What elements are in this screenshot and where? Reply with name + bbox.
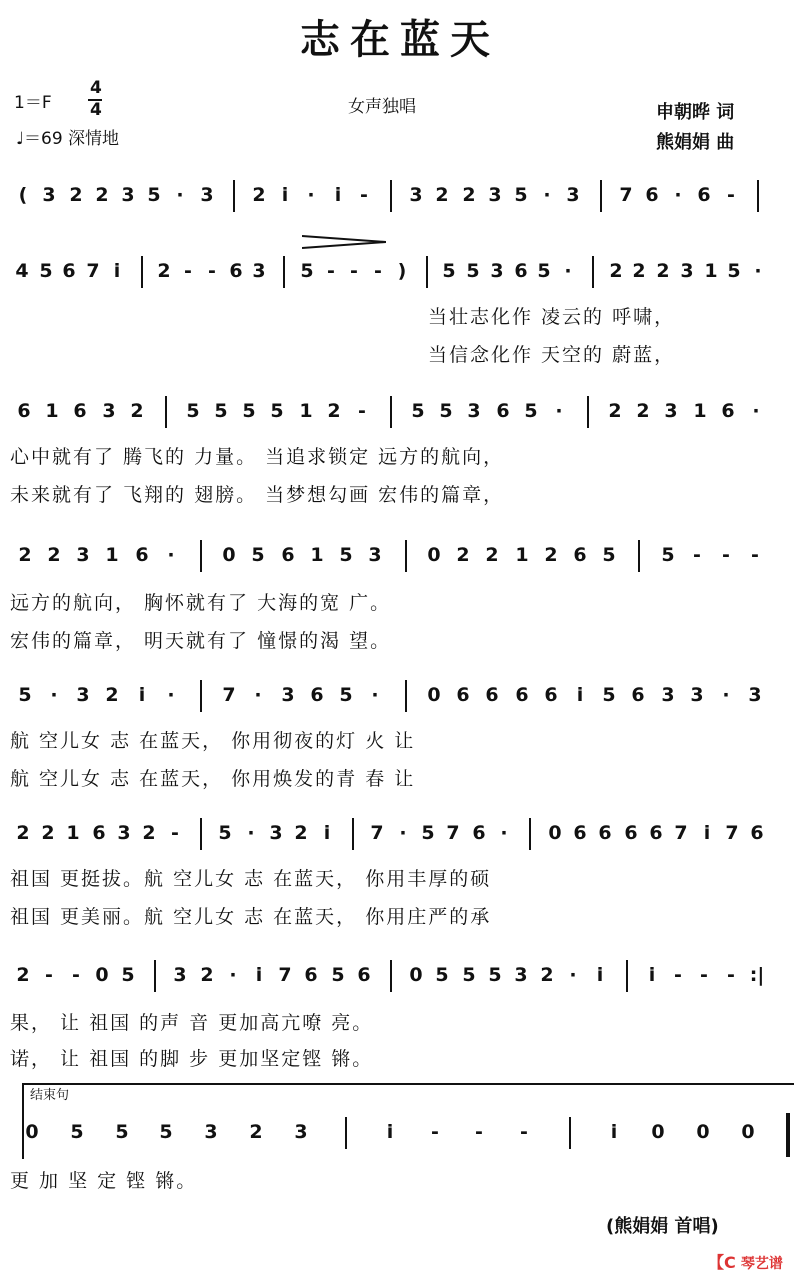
lyricist-credit: 申朝晔 词	[656, 102, 735, 123]
note: ·	[176, 184, 184, 206]
note: i	[596, 964, 604, 986]
note: 5	[186, 400, 200, 422]
singer-credit: (熊娟娟 首唱)	[606, 1216, 719, 1237]
barline	[600, 180, 602, 212]
note: -	[751, 544, 759, 566]
note: 2	[95, 184, 109, 206]
note: 5	[537, 260, 551, 282]
note: ·	[752, 400, 760, 422]
note: 2	[609, 260, 623, 282]
note: -	[431, 1121, 439, 1143]
note: 1	[693, 400, 707, 422]
lyric-row-5-verse-2: 航 空儿女 志 在蓝天， 你用焕发的青 春 让	[10, 768, 416, 790]
barline	[405, 540, 407, 572]
note: 2	[544, 544, 558, 566]
note: 5	[159, 1121, 173, 1143]
note: 0	[409, 964, 423, 986]
note: -	[475, 1121, 483, 1143]
note: ·	[555, 400, 563, 422]
note: 7	[725, 822, 739, 844]
note: 6	[92, 822, 106, 844]
note: 0	[651, 1121, 665, 1143]
barline	[233, 180, 235, 212]
note: 7	[446, 822, 460, 844]
barline	[352, 818, 354, 850]
note: 0	[427, 544, 441, 566]
note: -	[358, 400, 366, 422]
barline	[390, 960, 392, 992]
note: 3	[690, 684, 704, 706]
note: 2	[105, 684, 119, 706]
note: 2	[435, 184, 449, 206]
note: -	[700, 964, 708, 986]
note: (	[18, 184, 28, 206]
note: 3	[76, 684, 90, 706]
performance-type: 女声独唱	[348, 97, 416, 117]
note: i	[323, 822, 331, 844]
note: 2	[485, 544, 499, 566]
note: 3	[566, 184, 580, 206]
note: 6	[456, 684, 470, 706]
note: 3	[204, 1121, 218, 1143]
note: ·	[543, 184, 551, 206]
note: ·	[500, 822, 508, 844]
note: ·	[50, 684, 58, 706]
note: 5	[421, 822, 435, 844]
note: 3	[269, 822, 283, 844]
barline	[757, 180, 759, 212]
note: 6	[631, 684, 645, 706]
note: 7	[86, 260, 100, 282]
note: 7	[278, 964, 292, 986]
note: 5	[339, 684, 353, 706]
note: 5	[524, 400, 538, 422]
note: ·	[247, 822, 255, 844]
barline	[638, 540, 640, 572]
note: 3	[368, 544, 382, 566]
note: 2	[327, 400, 341, 422]
note: 3	[514, 964, 528, 986]
note: -	[520, 1121, 528, 1143]
note: i	[703, 822, 711, 844]
note: 5	[115, 1121, 129, 1143]
note: 3	[661, 684, 675, 706]
tempo-marking: ♩＝69 深情地	[16, 129, 120, 149]
note: -	[45, 964, 53, 986]
note: 6	[496, 400, 510, 422]
note: 1	[515, 544, 529, 566]
note: 5	[331, 964, 345, 986]
note: 1	[66, 822, 80, 844]
note: ·	[167, 544, 175, 566]
note: ·	[254, 684, 262, 706]
note: 5	[218, 822, 232, 844]
note: -	[727, 964, 735, 986]
note: 3	[121, 184, 135, 206]
note: -	[350, 260, 358, 282]
barline	[141, 256, 143, 288]
note: i	[610, 1121, 618, 1143]
note: 2	[608, 400, 622, 422]
note: 2	[130, 400, 144, 422]
note: 3	[252, 260, 266, 282]
note: -	[374, 260, 382, 282]
note: 5	[411, 400, 425, 422]
note: ·	[564, 260, 572, 282]
note: 3	[76, 544, 90, 566]
note: 6	[62, 260, 76, 282]
note: 3	[281, 684, 295, 706]
note: 3	[200, 184, 214, 206]
note: 1	[299, 400, 313, 422]
lyric-row-2-verse-1: 当壮志化作 凌云的 呼啸，	[428, 306, 676, 328]
note: -	[208, 260, 216, 282]
note: 0	[222, 544, 236, 566]
note: 6	[135, 544, 149, 566]
note: 7	[674, 822, 688, 844]
note: 2	[16, 964, 30, 986]
note: 6	[573, 544, 587, 566]
note: 0	[427, 684, 441, 706]
note: 6	[649, 822, 663, 844]
note: 3	[490, 260, 504, 282]
note: 5	[602, 544, 616, 566]
score-row-3	[10, 392, 790, 432]
barline	[390, 396, 392, 428]
note: 3	[117, 822, 131, 844]
note: 1	[45, 400, 59, 422]
note: 5	[435, 964, 449, 986]
note: 0	[741, 1121, 755, 1143]
note: 5	[462, 964, 476, 986]
lyric-row-4-verse-2: 宏伟的篇章， 明天就有了 憧憬的渴 望。	[10, 630, 392, 652]
lyric-row-4-verse-1: 远方的航向， 胸怀就有了 大海的宽 广。	[10, 592, 392, 614]
barline	[154, 960, 156, 992]
barline	[626, 960, 628, 992]
note: 6	[515, 684, 529, 706]
barline	[587, 396, 589, 428]
note: 6	[472, 822, 486, 844]
score-row-7	[10, 956, 790, 996]
barline	[426, 256, 428, 288]
lyric-row-2-verse-2: 当信念化作 天空的 蔚蓝，	[428, 344, 676, 366]
note: 3	[173, 964, 187, 986]
time-signature-top: 4	[90, 78, 102, 98]
note: 2	[636, 400, 650, 422]
note: ·	[371, 684, 379, 706]
note: 2	[632, 260, 646, 282]
note: 1	[310, 544, 324, 566]
note: 7	[222, 684, 236, 706]
note: 5	[121, 964, 135, 986]
lyric-row-6-verse-2: 祖国 更美丽。航 空儿女 志 在蓝天， 你用庄严的承	[10, 906, 492, 928]
note: 5	[214, 400, 228, 422]
note: 6	[721, 400, 735, 422]
note: 5	[466, 260, 480, 282]
note: 6	[17, 400, 31, 422]
note: 7	[619, 184, 633, 206]
note: i	[386, 1121, 394, 1143]
note: 5	[300, 260, 314, 282]
note: 6	[573, 822, 587, 844]
note: 2	[41, 822, 55, 844]
note: i	[281, 184, 289, 206]
note: 2	[462, 184, 476, 206]
lyric-row-3-verse-2: 未来就有了 飞翔的 翅膀。 当梦想勾画 宏伟的篇章，	[10, 484, 505, 506]
note: 2	[249, 1121, 263, 1143]
note: 6	[229, 260, 243, 282]
note: 5	[251, 544, 265, 566]
barline	[200, 818, 202, 850]
note: i	[138, 684, 146, 706]
note: -	[184, 260, 192, 282]
note: ·	[569, 964, 577, 986]
note: 6	[310, 684, 324, 706]
note: 6	[697, 184, 711, 206]
song-title: 志在蓝天	[300, 17, 500, 63]
note: 2	[656, 260, 670, 282]
lyric-row-5-verse-1: 航 空儿女 志 在蓝天， 你用彻夜的灯 火 让	[10, 730, 416, 752]
time-signature-bottom: 4	[90, 100, 102, 120]
score-row-ending	[10, 1113, 790, 1153]
note: 5	[18, 684, 32, 706]
note: 2	[142, 822, 156, 844]
note: 2	[18, 544, 32, 566]
watermark-logo	[708, 1250, 783, 1273]
note: 5	[727, 260, 741, 282]
note: 6	[514, 260, 528, 282]
lyric-row-6-verse-1: 祖国 更挺拔。航 空儿女 志 在蓝天， 你用丰厚的硕	[10, 868, 492, 890]
note: 5	[70, 1121, 84, 1143]
note: -	[674, 964, 682, 986]
note: 5	[339, 544, 353, 566]
note: 6	[750, 822, 764, 844]
note: 3	[409, 184, 423, 206]
barline	[569, 1117, 571, 1149]
note: 2	[294, 822, 308, 844]
score-row-5	[10, 676, 790, 716]
score-row-4	[10, 536, 790, 576]
note: -	[727, 184, 735, 206]
note: 5	[514, 184, 528, 206]
note: 3	[294, 1121, 308, 1143]
note: ·	[229, 964, 237, 986]
note: 5	[242, 400, 256, 422]
note: 3	[102, 400, 116, 422]
barline	[592, 256, 594, 288]
note: -	[72, 964, 80, 986]
note: 5	[442, 260, 456, 282]
composer-credit: 熊娟娟 曲	[656, 132, 735, 153]
note: 6	[485, 684, 499, 706]
note: 3	[680, 260, 694, 282]
note: 6	[281, 544, 295, 566]
final-barline	[786, 1113, 790, 1157]
note: i	[113, 260, 121, 282]
note: 1	[105, 544, 119, 566]
note: 6	[304, 964, 318, 986]
note: 2	[16, 822, 30, 844]
note: 0	[548, 822, 562, 844]
note: 5	[147, 184, 161, 206]
lyric-ending: 更 加 坚 定 铿 锵。	[10, 1170, 198, 1192]
barline	[529, 818, 531, 850]
note: 4	[15, 260, 29, 282]
note: i	[334, 184, 342, 206]
score-row-6	[10, 814, 790, 854]
note: 7	[370, 822, 384, 844]
decrescendo-mark	[302, 234, 386, 248]
note: ·	[307, 184, 315, 206]
note: -	[171, 822, 179, 844]
note: 2	[69, 184, 83, 206]
note: 5	[270, 400, 284, 422]
barline	[200, 540, 202, 572]
score-row-2	[10, 252, 790, 292]
note: 5	[661, 544, 675, 566]
note: 5	[488, 964, 502, 986]
note: 2	[47, 544, 61, 566]
note: 6	[624, 822, 638, 844]
note: -	[693, 544, 701, 566]
ending-label: 结束句	[30, 1088, 70, 1103]
note: ·	[754, 260, 762, 282]
lyric-row-3-verse-1: 心中就有了 腾飞的 力量。 当追求锁定 远方的航向，	[10, 446, 505, 468]
note: 0	[95, 964, 109, 986]
logo-icon: 【C	[708, 1253, 736, 1272]
note: i	[648, 964, 656, 986]
barline	[200, 680, 202, 712]
note: 2	[157, 260, 171, 282]
note: 5	[439, 400, 453, 422]
lyric-row-7-verse-2: 诺， 让 祖国 的脚 步 更加坚定铿 锵。	[10, 1048, 374, 1070]
barline	[165, 396, 167, 428]
note: ·	[399, 822, 407, 844]
note: 2	[200, 964, 214, 986]
note: ·	[722, 684, 730, 706]
note: 3	[664, 400, 678, 422]
note: i	[255, 964, 263, 986]
watermark-text: 琴艺谱	[740, 1256, 783, 1272]
note: 6	[357, 964, 371, 986]
note: :|	[749, 964, 765, 986]
note: 6	[544, 684, 558, 706]
note: ·	[674, 184, 682, 206]
note: 3	[488, 184, 502, 206]
note: -	[327, 260, 335, 282]
note: i	[576, 684, 584, 706]
note: 3	[467, 400, 481, 422]
note: 5	[602, 684, 616, 706]
lyric-row-7-verse-1: 果， 让 祖国 的声 音 更加高亢嘹 亮。	[10, 1012, 374, 1034]
note: 2	[456, 544, 470, 566]
score-row-1	[10, 176, 790, 216]
note: ·	[167, 684, 175, 706]
note: 2	[540, 964, 554, 986]
note: 0	[25, 1121, 39, 1143]
note: 2	[252, 184, 266, 206]
barline	[283, 256, 285, 288]
barline	[345, 1117, 347, 1149]
note: -	[722, 544, 730, 566]
note: 0	[696, 1121, 710, 1143]
key-signature: 1＝F	[14, 93, 52, 113]
note: 6	[73, 400, 87, 422]
note: -	[360, 184, 368, 206]
barline	[405, 680, 407, 712]
note: 3	[42, 184, 56, 206]
note: 6	[598, 822, 612, 844]
note: 3	[748, 684, 762, 706]
note: 5	[39, 260, 53, 282]
note: )	[397, 260, 407, 282]
barline	[390, 180, 392, 212]
note: 1	[704, 260, 718, 282]
note: 6	[645, 184, 659, 206]
